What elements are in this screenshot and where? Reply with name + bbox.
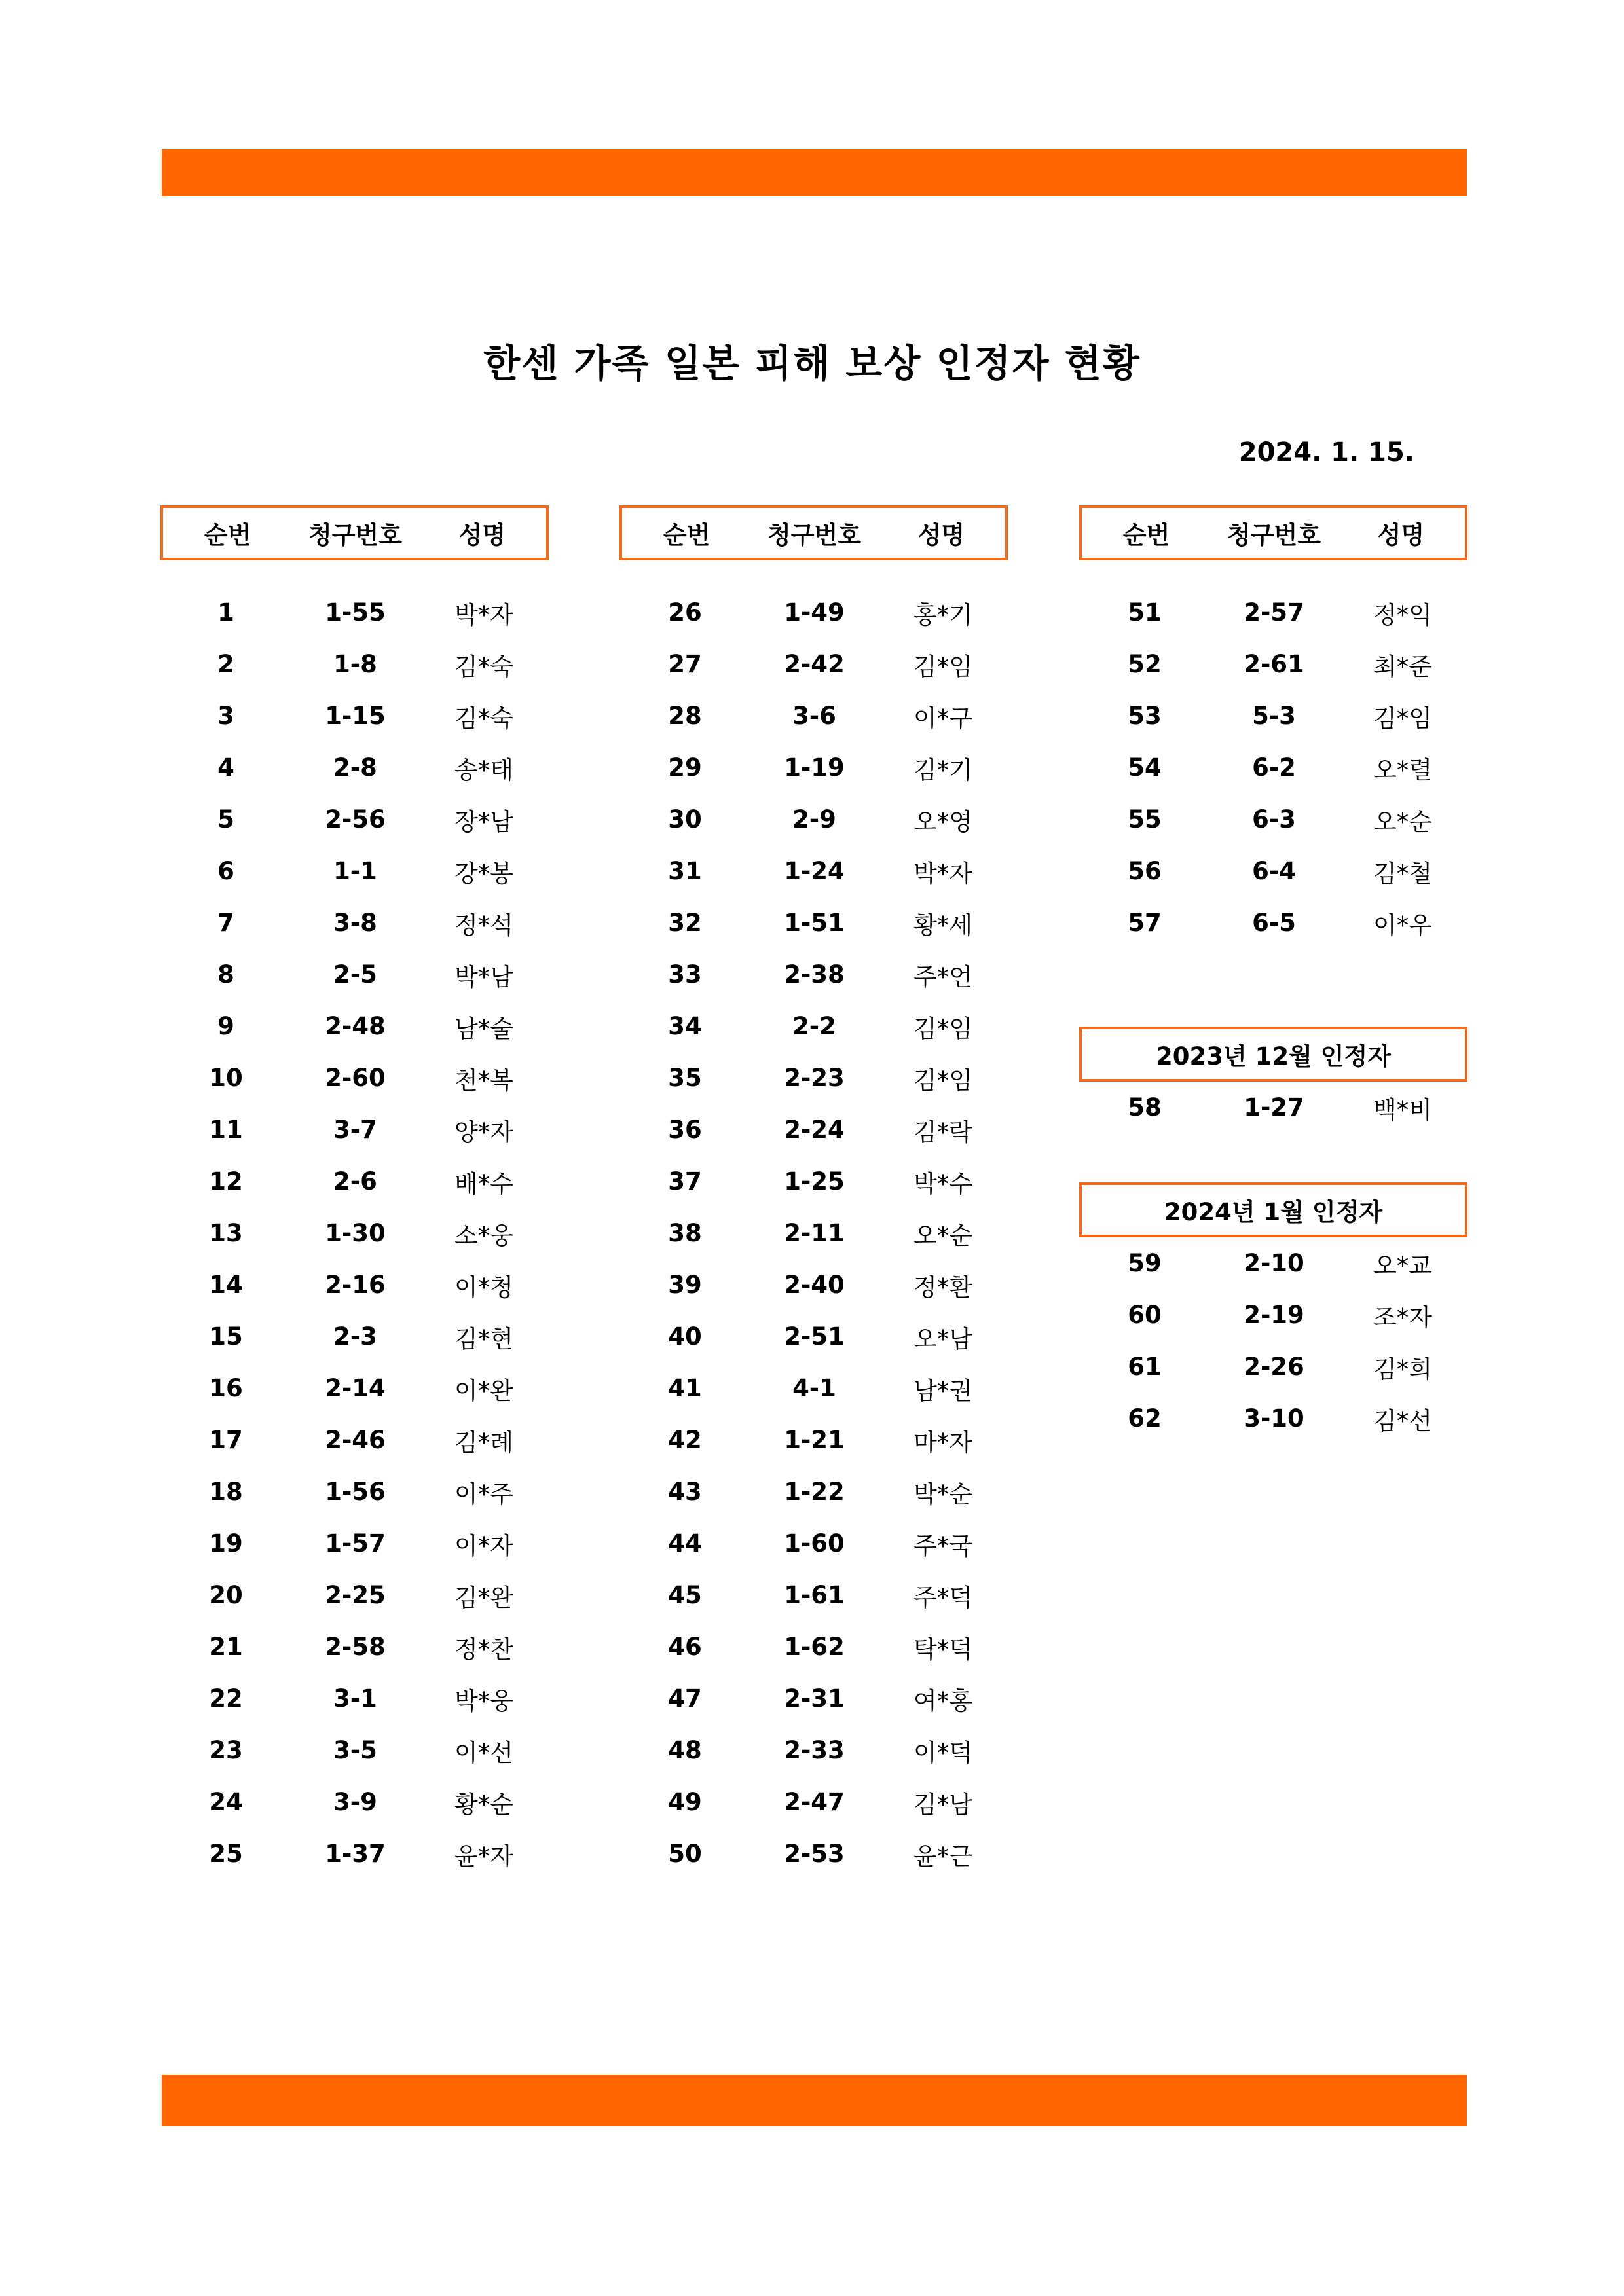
table-row bbox=[160, 1000, 549, 1052]
table-row bbox=[619, 742, 1008, 793]
row-claim: 2-58 bbox=[325, 1633, 386, 1661]
table-row bbox=[160, 1724, 549, 1776]
table-row bbox=[160, 949, 549, 1000]
row-claim: 2-42 bbox=[784, 650, 845, 678]
row-name: 정*익 bbox=[1373, 600, 1432, 629]
row-claim: 1-61 bbox=[784, 1581, 845, 1609]
row-claim: 1-8 bbox=[333, 650, 377, 678]
row-no: 34 bbox=[668, 1012, 702, 1040]
row-name: 오*영 bbox=[913, 807, 972, 836]
row-claim: 2-47 bbox=[784, 1788, 845, 1816]
row-claim: 2-6 bbox=[333, 1167, 377, 1195]
row-name: 조*자 bbox=[1373, 1303, 1432, 1332]
row-claim: 2-14 bbox=[325, 1374, 386, 1402]
row-name: 김*선 bbox=[1373, 1406, 1432, 1435]
top-orange-bar bbox=[162, 149, 1467, 196]
row-name: 김*임 bbox=[913, 1066, 972, 1095]
row-name: 박*수 bbox=[913, 1169, 972, 1198]
header-no: 순번 bbox=[204, 521, 251, 549]
table-row bbox=[619, 1052, 1008, 1104]
row-claim: 5-3 bbox=[1252, 702, 1296, 730]
row-name: 남*술 bbox=[454, 1014, 513, 1043]
row-name: 남*권 bbox=[913, 1376, 972, 1405]
table-row bbox=[160, 1828, 549, 1880]
row-name: 이*자 bbox=[454, 1531, 513, 1560]
row-claim: 2-2 bbox=[792, 1012, 836, 1040]
row-name: 김*완 bbox=[454, 1583, 513, 1612]
row-name: 오*남 bbox=[913, 1324, 972, 1353]
row-claim: 2-5 bbox=[333, 960, 377, 989]
row-no: 52 bbox=[1128, 650, 1162, 678]
row-name: 마*자 bbox=[913, 1428, 972, 1457]
header-claim: 청구번호 bbox=[767, 521, 861, 549]
table-row bbox=[619, 1466, 1008, 1518]
row-no: 6 bbox=[217, 857, 234, 885]
row-name: 장*남 bbox=[454, 807, 513, 836]
table-row bbox=[619, 587, 1008, 638]
table-row bbox=[1079, 1393, 1467, 1444]
row-no: 11 bbox=[209, 1116, 243, 1144]
row-no: 43 bbox=[668, 1478, 702, 1506]
row-claim: 2-48 bbox=[325, 1012, 386, 1040]
row-name: 박*자 bbox=[454, 600, 513, 629]
row-name: 천*복 bbox=[454, 1066, 513, 1095]
row-claim: 1-27 bbox=[1244, 1093, 1304, 1121]
row-claim: 1-22 bbox=[784, 1478, 845, 1506]
row-name: 김*락 bbox=[913, 1118, 972, 1146]
row-no: 32 bbox=[668, 909, 702, 937]
table-row bbox=[619, 1362, 1008, 1414]
row-name: 김*기 bbox=[913, 756, 972, 784]
row-name: 탁*덕 bbox=[913, 1635, 972, 1664]
row-claim: 2-8 bbox=[333, 754, 377, 782]
header-claim: 청구번호 bbox=[1227, 521, 1321, 549]
row-no: 14 bbox=[209, 1271, 243, 1299]
row-no: 62 bbox=[1128, 1404, 1162, 1432]
table-row bbox=[1079, 1082, 1467, 1133]
row-claim: 2-56 bbox=[325, 805, 386, 833]
row-name: 백*비 bbox=[1373, 1095, 1432, 1124]
row-no: 33 bbox=[668, 960, 702, 989]
table-row bbox=[619, 1776, 1008, 1828]
row-no: 58 bbox=[1128, 1093, 1162, 1121]
row-name: 박*웅 bbox=[454, 1686, 513, 1715]
row-no: 18 bbox=[209, 1478, 243, 1506]
row-name: 송*태 bbox=[454, 756, 513, 784]
row-claim: 2-24 bbox=[784, 1116, 845, 1144]
row-no: 51 bbox=[1128, 598, 1162, 627]
table-row bbox=[160, 1414, 549, 1466]
row-claim: 2-33 bbox=[784, 1736, 845, 1764]
table-row bbox=[1079, 690, 1467, 742]
row-name: 이*주 bbox=[454, 1480, 513, 1508]
row-name: 이*선 bbox=[454, 1738, 513, 1767]
row-name: 주*국 bbox=[913, 1531, 972, 1560]
row-no: 12 bbox=[209, 1167, 243, 1195]
table-row bbox=[619, 793, 1008, 845]
row-name: 박*남 bbox=[454, 962, 513, 991]
table-row bbox=[619, 1311, 1008, 1362]
row-no: 27 bbox=[668, 650, 702, 678]
row-name: 김*임 bbox=[1373, 704, 1432, 733]
table-header bbox=[1079, 505, 1467, 560]
row-no: 53 bbox=[1128, 702, 1162, 730]
table-row bbox=[619, 1621, 1008, 1673]
row-no: 8 bbox=[217, 960, 234, 989]
row-name: 정*석 bbox=[454, 911, 513, 939]
row-no: 20 bbox=[209, 1581, 243, 1609]
row-no: 44 bbox=[668, 1529, 702, 1558]
row-no: 1 bbox=[217, 598, 234, 627]
table-header bbox=[619, 505, 1008, 560]
row-claim: 2-38 bbox=[784, 960, 845, 989]
row-no: 30 bbox=[668, 805, 702, 833]
table-row bbox=[1079, 742, 1467, 793]
table-row bbox=[619, 1414, 1008, 1466]
table-row bbox=[160, 1362, 549, 1414]
row-name: 홍*기 bbox=[913, 600, 972, 629]
row-no: 37 bbox=[668, 1167, 702, 1195]
table-row bbox=[1079, 1289, 1467, 1341]
table-row bbox=[160, 1311, 549, 1362]
row-name: 김*임 bbox=[913, 1014, 972, 1043]
row-name: 이*덕 bbox=[913, 1738, 972, 1767]
row-name: 김*희 bbox=[1373, 1355, 1432, 1383]
table-row bbox=[160, 1259, 549, 1311]
row-claim: 2-31 bbox=[784, 1685, 845, 1713]
row-no: 59 bbox=[1128, 1249, 1162, 1277]
table-rows bbox=[160, 587, 549, 1880]
row-name: 이*청 bbox=[454, 1273, 513, 1302]
row-name: 이*구 bbox=[913, 704, 972, 733]
row-no: 26 bbox=[668, 598, 702, 627]
row-name: 윤*근 bbox=[913, 1842, 972, 1870]
table-row bbox=[619, 1518, 1008, 1569]
row-claim: 1-25 bbox=[784, 1167, 845, 1195]
row-no: 61 bbox=[1128, 1353, 1162, 1381]
table-row bbox=[1079, 1237, 1467, 1289]
row-claim: 1-19 bbox=[784, 754, 845, 782]
table-row bbox=[619, 1724, 1008, 1776]
row-no: 4 bbox=[217, 754, 234, 782]
table-column-1 bbox=[160, 505, 549, 1880]
table-row bbox=[1079, 793, 1467, 845]
row-claim: 1-37 bbox=[325, 1840, 386, 1868]
section-header-2024-01: 2024년 1월 인정자 bbox=[1079, 1182, 1467, 1237]
row-claim: 2-23 bbox=[784, 1064, 845, 1092]
row-name: 황*세 bbox=[913, 911, 972, 939]
table-row bbox=[1079, 638, 1467, 690]
row-no: 36 bbox=[668, 1116, 702, 1144]
row-name: 김*례 bbox=[454, 1428, 513, 1457]
section-header-2023-12: 2023년 12월 인정자 bbox=[1079, 1027, 1467, 1082]
row-no: 16 bbox=[209, 1374, 243, 1402]
row-name: 박*순 bbox=[913, 1480, 972, 1508]
row-no: 48 bbox=[668, 1736, 702, 1764]
row-claim: 3-7 bbox=[333, 1116, 377, 1144]
row-claim: 2-61 bbox=[1244, 650, 1304, 678]
row-claim: 4-1 bbox=[792, 1374, 836, 1402]
row-no: 23 bbox=[209, 1736, 243, 1764]
row-claim: 1-15 bbox=[325, 702, 386, 730]
table-row bbox=[619, 949, 1008, 1000]
table-row bbox=[160, 1466, 549, 1518]
row-name: 최*준 bbox=[1373, 652, 1432, 681]
row-claim: 6-5 bbox=[1252, 909, 1296, 937]
row-claim: 6-3 bbox=[1252, 805, 1296, 833]
row-no: 45 bbox=[668, 1581, 702, 1609]
row-no: 57 bbox=[1128, 909, 1162, 937]
row-claim: 3-10 bbox=[1244, 1404, 1304, 1432]
row-claim: 2-19 bbox=[1244, 1301, 1304, 1329]
document-date: 2024. 1. 15. bbox=[1238, 437, 1414, 467]
table-column-2 bbox=[619, 505, 1008, 1880]
row-claim: 2-40 bbox=[784, 1271, 845, 1299]
table-header bbox=[160, 505, 549, 560]
row-claim: 2-26 bbox=[1244, 1353, 1304, 1381]
row-no: 10 bbox=[209, 1064, 243, 1092]
row-claim: 6-4 bbox=[1252, 857, 1296, 885]
row-claim: 3-1 bbox=[333, 1685, 377, 1713]
row-claim: 6-2 bbox=[1252, 754, 1296, 782]
page-title: 한센 가족 일본 피해 보상 인정자 현황 bbox=[483, 341, 1141, 386]
row-name: 정*찬 bbox=[454, 1635, 513, 1664]
row-name: 이*완 bbox=[454, 1376, 513, 1405]
row-name: 김*남 bbox=[913, 1790, 972, 1819]
table-row bbox=[160, 845, 549, 897]
row-no: 42 bbox=[668, 1426, 702, 1454]
row-no: 49 bbox=[668, 1788, 702, 1816]
header-name: 성명 bbox=[1377, 521, 1425, 549]
row-claim: 1-55 bbox=[325, 598, 386, 627]
row-no: 38 bbox=[668, 1219, 702, 1247]
row-claim: 3-9 bbox=[333, 1788, 377, 1816]
row-claim: 1-56 bbox=[325, 1478, 386, 1506]
row-name: 강*봉 bbox=[454, 859, 513, 888]
table-row bbox=[160, 638, 549, 690]
header-claim: 청구번호 bbox=[308, 521, 402, 549]
table-rows bbox=[619, 587, 1008, 1880]
row-claim: 2-3 bbox=[333, 1322, 377, 1351]
row-claim: 3-6 bbox=[792, 702, 836, 730]
row-no: 60 bbox=[1128, 1301, 1162, 1329]
row-no: 24 bbox=[209, 1788, 243, 1816]
row-claim: 3-8 bbox=[333, 909, 377, 937]
row-no: 19 bbox=[209, 1529, 243, 1558]
row-claim: 1-30 bbox=[325, 1219, 386, 1247]
table-row bbox=[619, 690, 1008, 742]
row-name: 황*순 bbox=[454, 1790, 513, 1819]
table-row bbox=[619, 1259, 1008, 1311]
table-row bbox=[1079, 1341, 1467, 1393]
table-row bbox=[160, 1052, 549, 1104]
row-no: 50 bbox=[668, 1840, 702, 1868]
table-column-3 bbox=[1079, 505, 1467, 1444]
row-no: 21 bbox=[209, 1633, 243, 1661]
row-claim: 2-10 bbox=[1244, 1249, 1304, 1277]
table-row bbox=[619, 638, 1008, 690]
row-claim: 1-1 bbox=[333, 857, 377, 885]
row-name: 배*수 bbox=[454, 1169, 513, 1198]
table-row bbox=[1079, 587, 1467, 638]
row-name: 김*현 bbox=[454, 1324, 513, 1353]
row-name: 정*환 bbox=[913, 1273, 972, 1302]
row-name: 박*자 bbox=[913, 859, 972, 888]
row-claim: 2-57 bbox=[1244, 598, 1304, 627]
row-claim: 1-49 bbox=[784, 598, 845, 627]
table-row bbox=[619, 1673, 1008, 1724]
row-claim: 1-62 bbox=[784, 1633, 845, 1661]
row-no: 13 bbox=[209, 1219, 243, 1247]
row-name: 김*숙 bbox=[454, 704, 513, 733]
row-no: 25 bbox=[209, 1840, 243, 1868]
table-row bbox=[160, 1518, 549, 1569]
row-no: 35 bbox=[668, 1064, 702, 1092]
row-claim: 1-57 bbox=[325, 1529, 386, 1558]
row-claim: 1-60 bbox=[784, 1529, 845, 1558]
table-row bbox=[1079, 845, 1467, 897]
table-row bbox=[1079, 897, 1467, 949]
row-no: 31 bbox=[668, 857, 702, 885]
row-no: 47 bbox=[668, 1685, 702, 1713]
row-claim: 2-46 bbox=[325, 1426, 386, 1454]
table-row bbox=[160, 1673, 549, 1724]
table-row bbox=[160, 1569, 549, 1621]
row-name: 오*순 bbox=[1373, 807, 1432, 836]
table-row bbox=[160, 1621, 549, 1673]
row-no: 28 bbox=[668, 702, 702, 730]
table-rows bbox=[1079, 587, 1467, 949]
section-rows-2024-01 bbox=[1079, 1237, 1467, 1444]
row-claim: 1-24 bbox=[784, 857, 845, 885]
table-row bbox=[619, 897, 1008, 949]
header-no: 순번 bbox=[1122, 521, 1170, 549]
table-row bbox=[160, 1104, 549, 1156]
row-name: 김*철 bbox=[1373, 859, 1432, 888]
table-row bbox=[619, 1000, 1008, 1052]
row-claim: 2-51 bbox=[784, 1322, 845, 1351]
table-row bbox=[160, 587, 549, 638]
row-name: 윤*자 bbox=[454, 1842, 513, 1870]
row-no: 46 bbox=[668, 1633, 702, 1661]
table-row bbox=[619, 1569, 1008, 1621]
table-row bbox=[619, 1104, 1008, 1156]
header-name: 성명 bbox=[458, 521, 506, 549]
row-no: 29 bbox=[668, 754, 702, 782]
row-name: 소*웅 bbox=[454, 1221, 513, 1250]
table-row bbox=[619, 1828, 1008, 1880]
row-claim: 1-21 bbox=[784, 1426, 845, 1454]
row-name: 주*덕 bbox=[913, 1583, 972, 1612]
row-name: 여*홍 bbox=[913, 1686, 972, 1715]
row-no: 2 bbox=[217, 650, 234, 678]
table-row bbox=[160, 793, 549, 845]
row-no: 22 bbox=[209, 1685, 243, 1713]
row-no: 41 bbox=[668, 1374, 702, 1402]
row-name: 오*교 bbox=[1373, 1251, 1432, 1280]
row-no: 17 bbox=[209, 1426, 243, 1454]
table-row bbox=[160, 742, 549, 793]
row-claim: 2-11 bbox=[784, 1219, 845, 1247]
header-name: 성명 bbox=[917, 521, 965, 549]
row-no: 39 bbox=[668, 1271, 702, 1299]
row-no: 55 bbox=[1128, 805, 1162, 833]
row-name: 김*숙 bbox=[454, 652, 513, 681]
row-claim: 3-5 bbox=[333, 1736, 377, 1764]
row-claim: 2-9 bbox=[792, 805, 836, 833]
row-name: 김*임 bbox=[913, 652, 972, 681]
row-no: 40 bbox=[668, 1322, 702, 1351]
row-name: 오*렬 bbox=[1373, 756, 1432, 784]
row-claim: 2-16 bbox=[325, 1271, 386, 1299]
header-no: 순번 bbox=[663, 521, 710, 549]
table-row bbox=[160, 690, 549, 742]
row-claim: 2-53 bbox=[784, 1840, 845, 1868]
table-row bbox=[619, 1156, 1008, 1207]
row-no: 3 bbox=[217, 702, 234, 730]
row-claim: 2-60 bbox=[325, 1064, 386, 1092]
row-no: 54 bbox=[1128, 754, 1162, 782]
table-row bbox=[619, 1207, 1008, 1259]
row-name: 이*우 bbox=[1373, 911, 1432, 939]
row-name: 주*언 bbox=[913, 962, 972, 991]
section-rows-2023-12 bbox=[1079, 1082, 1467, 1133]
table-row bbox=[160, 1207, 549, 1259]
bottom-orange-bar bbox=[162, 2075, 1467, 2126]
row-no: 7 bbox=[217, 909, 234, 937]
row-no: 5 bbox=[217, 805, 234, 833]
row-no: 15 bbox=[209, 1322, 243, 1351]
row-name: 양*자 bbox=[454, 1118, 513, 1146]
table-row bbox=[160, 1776, 549, 1828]
row-claim: 1-51 bbox=[784, 909, 845, 937]
table-row bbox=[160, 897, 549, 949]
row-claim: 2-25 bbox=[325, 1581, 386, 1609]
row-no: 56 bbox=[1128, 857, 1162, 885]
table-row bbox=[160, 1156, 549, 1207]
row-name: 오*순 bbox=[913, 1221, 972, 1250]
row-no: 9 bbox=[217, 1012, 234, 1040]
table-row bbox=[619, 845, 1008, 897]
